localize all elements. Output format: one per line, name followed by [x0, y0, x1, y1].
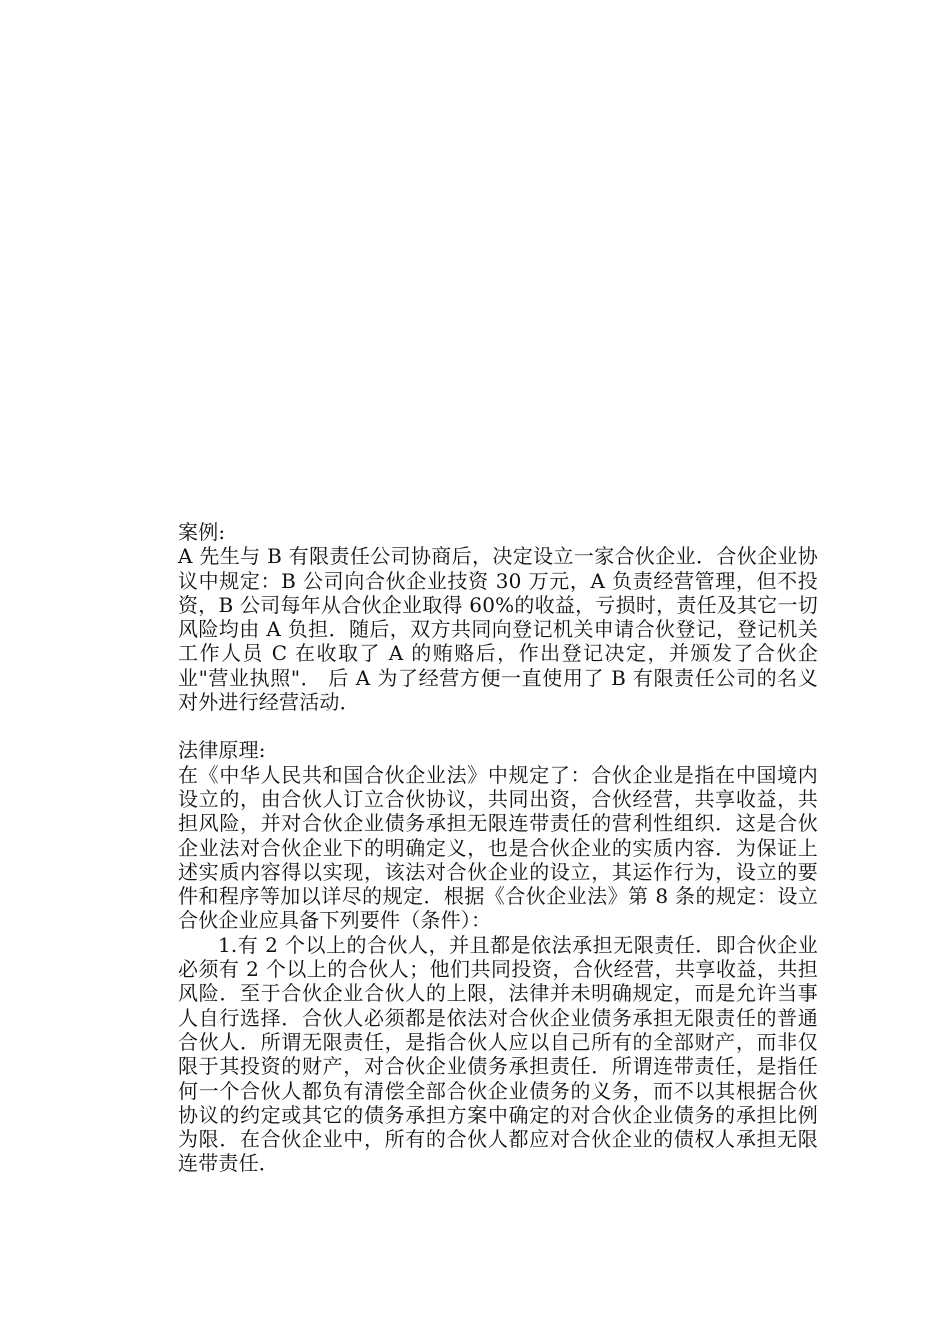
requirement-item-1: 1.有 2 个以上的合伙人，并且都是依法承担无限责任．即合伙企业必须有 2 个以上的合伙人；他们共同投资，合伙经营，共享收益，共担风险．至于合伙企业合伙人的上限，法律并未明确规定，而是允许当事人自行选择．合伙人必须都是依法对合伙企业债务承担无限责任的普通合伙人．所谓无限责任，是指合伙人应以自己所有的全部财产，而非仅限于其投资的财产，对合伙企业债务承担责任．所谓连带责任，是指任何一个合伙人都负有清偿全部合伙企业债务的义务，而不以其根据合伙协议的约定或其它的债务承担方案中确定的对合伙企业债务的承担比例为限．在合伙企业中，所有的合伙人都应对合伙企业的债权人承担无限连带责任．	[178, 932, 818, 1176]
principle-heading: 法律原理:	[178, 738, 266, 763]
document-body	[178, 520, 818, 1176]
principle-paragraph: 在《中华人民共和国合伙企业法》中规定了：合伙企业是指在中国境内设立的，由合伙人订立合伙协议，共同出资，合伙经营，共享收益，共担风险，并对合伙企业债务承担无限连带责任的营利性组织．这是合伙企业法对合伙企业下的明确定义，也是合伙企业的实质内容．为保证上述实质内容得以实现，该法对合伙企业的设立，其运作行为，设立的要件和程序等加以详尽的规定．根据《合伙企业法》第 8 条的规定：设立合伙企业应具备下列要件（条件）：	[178, 762, 818, 933]
case-heading: 案例:	[178, 520, 226, 544]
section-spacer	[178, 714, 818, 738]
case-paragraph: A 先生与 B 有限责任公司协商后，决定设立一家合伙企业．合伙企业协议中规定：B 公司向合伙企业技资 30 万元，A 负责经营管理，但不投资，B 公司每年从合伙企业取得 60%的收益，亏损时，责任及其它一切风险均由 A 负担．随后，双方共同向登记机关申请合伙登记，登记机关工作人员 C 在收取了 A 的贿赂后，作出登记决定，并颁发了合伙企业"营业执照"． 后 A 为了经营方便一直使用了 B 有限责任公司的名义对外进行经营活动．	[178, 544, 818, 715]
